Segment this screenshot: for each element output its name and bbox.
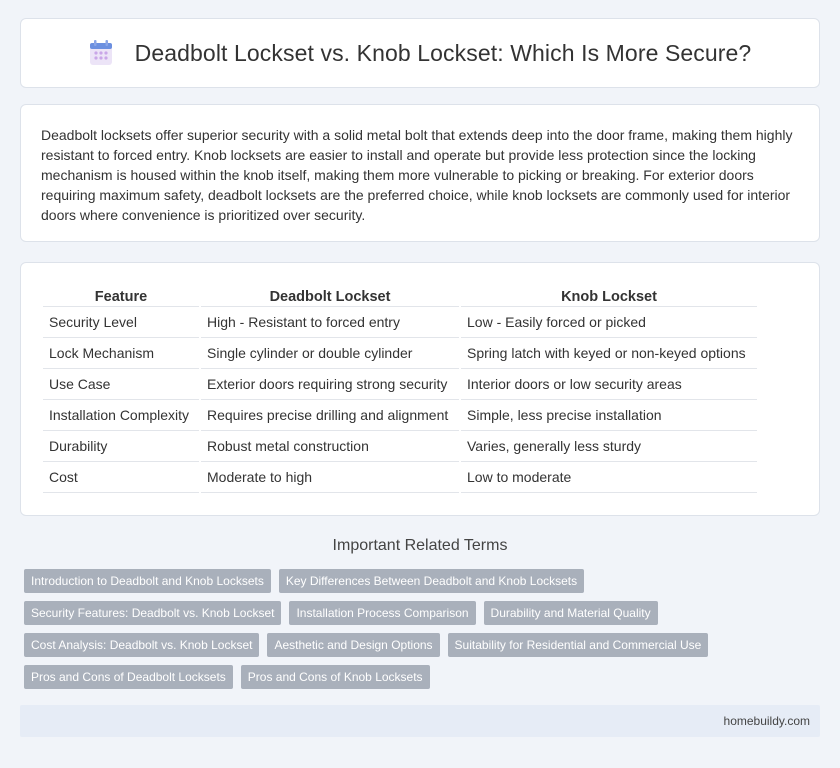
cell-feature: Security Level <box>43 307 199 338</box>
comparison-table <box>41 285 759 493</box>
related-term-tag[interactable]: Pros and Cons of Deadbolt Locksets <box>24 665 233 689</box>
related-term-tag[interactable]: Key Differences Between Deadbolt and Knob Locksets <box>279 569 584 593</box>
cell-feature: Durability <box>43 431 199 462</box>
cell-feature: Installation Complexity <box>43 400 199 431</box>
calendar-icon <box>89 40 113 66</box>
cell-deadbolt: Exterior doors requiring strong security <box>201 369 459 400</box>
summary-paragraph: Deadbolt locksets offer superior security with a solid metal bolt that extends deep into the door frame, making them highly resistant to forced entry. Knob locksets are easier to install and operate but provide less protection since the locking mechanism is housed within the knob itself, making them more vulnerable to picking or breaking. For exterior doors requiring maximum safety, deadbolt locksets are the preferred choice, while knob locksets are commonly used for interior doors where convenience is prioritized over security. <box>41 127 793 223</box>
related-term-tag[interactable]: Introduction to Deadbolt and Knob Locksets <box>24 569 271 593</box>
tag-row <box>24 569 824 593</box>
tag-row <box>24 601 824 625</box>
table-row <box>43 307 757 338</box>
tag-row <box>24 633 824 657</box>
related-term-tag[interactable]: Security Features: Deadbolt vs. Knob Lockset <box>24 601 281 625</box>
related-terms-title: Important Related Terms <box>332 537 508 554</box>
cell-knob: Interior doors or low security areas <box>461 369 757 400</box>
related-terms-tags <box>24 569 824 697</box>
table-row <box>43 400 757 431</box>
tag-row <box>24 665 824 689</box>
table-row <box>43 338 757 369</box>
cell-deadbolt: Robust metal construction <box>201 431 459 462</box>
cell-knob: Varies, generally less sturdy <box>461 431 757 462</box>
cell-feature: Cost <box>43 462 199 493</box>
related-term-tag[interactable]: Durability and Material Quality <box>484 601 658 625</box>
cell-feature: Lock Mechanism <box>43 338 199 369</box>
related-term-tag[interactable]: Aesthetic and Design Options <box>267 633 439 657</box>
related-term-tag[interactable]: Suitability for Residential and Commercial Use <box>448 633 709 657</box>
cell-deadbolt: Moderate to high <box>201 462 459 493</box>
cell-deadbolt: High - Resistant to forced entry <box>201 307 459 338</box>
cell-knob: Simple, less precise installation <box>461 400 757 431</box>
table-row <box>43 431 757 462</box>
related-term-tag[interactable]: Cost Analysis: Deadbolt vs. Knob Lockset <box>24 633 259 657</box>
header-knob: Knob Lockset <box>461 285 757 307</box>
related-term-tag[interactable]: Pros and Cons of Knob Locksets <box>241 665 430 689</box>
cell-deadbolt: Single cylinder or double cylinder <box>201 338 459 369</box>
related-term-tag[interactable]: Installation Process Comparison <box>289 601 475 625</box>
cell-feature: Use Case <box>43 369 199 400</box>
footer-site-name[interactable]: homebuildy.com <box>723 714 810 728</box>
cell-knob: Low to moderate <box>461 462 757 493</box>
cell-knob: Low - Easily forced or picked <box>461 307 757 338</box>
summary-card <box>20 104 820 242</box>
page-title: Deadbolt Lockset vs. Knob Lockset: Which Is More Secure? <box>134 39 752 66</box>
footer <box>20 705 820 737</box>
title-card <box>20 18 820 88</box>
table-header-row <box>43 285 757 307</box>
table-row <box>43 462 757 493</box>
header-deadbolt: Deadbolt Lockset <box>201 285 459 307</box>
cell-knob: Spring latch with keyed or non-keyed options <box>461 338 757 369</box>
header-feature: Feature <box>43 285 199 307</box>
comparison-table-card <box>20 262 820 516</box>
table-row <box>43 369 757 400</box>
cell-deadbolt: Requires precise drilling and alignment <box>201 400 459 431</box>
